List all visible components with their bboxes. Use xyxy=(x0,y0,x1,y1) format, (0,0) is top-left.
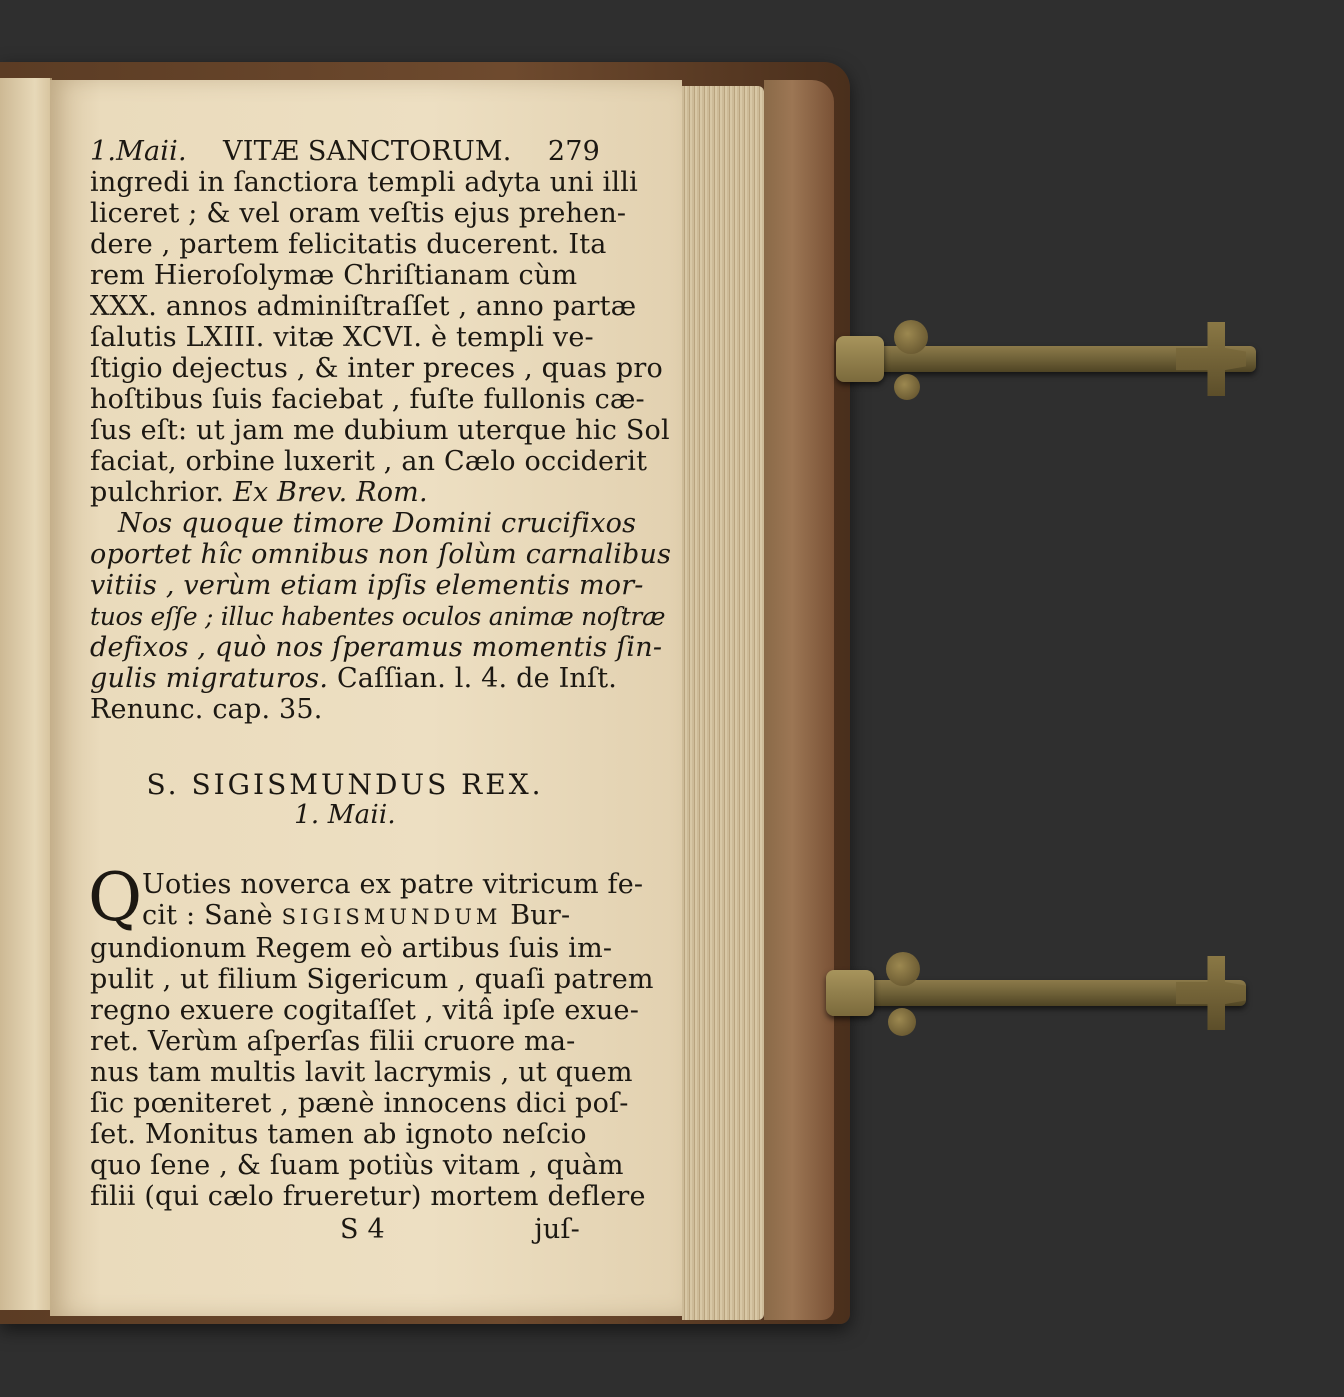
text-line: ſet. Monitus tamen ab ignoto neſcio xyxy=(90,1119,587,1150)
clasp-knob xyxy=(894,320,928,354)
upper-clasp xyxy=(836,316,1276,406)
text-line: Nos quoque timore Domini crucifixos xyxy=(118,508,637,539)
page-text xyxy=(88,136,672,1245)
text-line: ſalutis LXIII. vitæ XCVI. è templi ve- xyxy=(90,322,594,353)
page-stack-edges xyxy=(682,86,764,1320)
text-fragment: cit : Sanè xyxy=(142,900,273,931)
text-line: Uoties noverca ex patre vitricum fe- xyxy=(142,869,644,900)
text-line: faciat, orbine luxerit , an Cælo occiderit xyxy=(90,446,648,477)
running-header xyxy=(90,136,600,167)
text-fragment: pulchrior. xyxy=(90,477,225,508)
dropcap-block xyxy=(88,859,644,936)
clasp-hinge xyxy=(836,336,884,382)
text-line: ſtigio dejectus , & inter preces , quas pro xyxy=(90,353,663,384)
header-date: 1.Maii. xyxy=(90,136,187,167)
text-line: rem Hieroſolymæ Chriſtianam cùm xyxy=(90,260,578,291)
source-citation: Caſſian. l. 4. de Inſt. xyxy=(336,663,618,694)
text-line: nus tam multis lavit lacrymis , ut quem xyxy=(90,1057,633,1088)
cover-edge xyxy=(764,80,834,1320)
clasp-knob xyxy=(894,374,920,400)
clasp-knob xyxy=(888,1008,916,1036)
text-line: regno exuere cogitaſſet , vitâ ipſe exue- xyxy=(90,995,640,1026)
paragraph-1 xyxy=(90,167,670,508)
text-line: defixos , quò nos ſperamus momentis ſin- xyxy=(90,632,663,663)
text-line: Renunc. cap. 35. xyxy=(90,694,323,725)
text-line: vitiis , verùm etiam ipſis elementis mor- xyxy=(90,570,644,601)
drop-capital: Q xyxy=(88,859,143,936)
paragraph-3 xyxy=(88,859,654,1212)
text-line: hoſtibus ſuis faciebat , fuſte fullonis cæ- xyxy=(90,384,645,415)
clasp-knob xyxy=(886,952,920,986)
signature-mark: S 4 xyxy=(340,1214,385,1245)
text-line: quo ſene , & ſuam potiùs vitam , quàm xyxy=(90,1150,624,1181)
small-caps-name: SIGISMUNDUM xyxy=(281,905,502,929)
lower-clasp xyxy=(826,944,1276,1044)
catchword: juſ- xyxy=(534,1214,580,1245)
text-line: XXX. annos adminiſtraſſet , anno partæ xyxy=(90,291,637,322)
text-fragment: gulis migraturos. xyxy=(90,663,329,694)
text-line: dere , partem felicitatis ducerent. Ita xyxy=(90,229,607,260)
text-line xyxy=(90,477,600,508)
clasp-tip xyxy=(1176,322,1246,396)
text-line: tuos eſſe ; illuc habentes oculos animæ noſtræ xyxy=(90,602,666,631)
text-line xyxy=(90,900,600,933)
text-line: oportet hîc omnibus non ſolùm carnalibus xyxy=(90,539,672,570)
text-line: filii (qui cælo frueretur) mortem deflere xyxy=(90,1181,646,1212)
text-line: pulit , ut filium Sigericum , quaſi patrem xyxy=(90,964,654,995)
page-footer xyxy=(90,1214,600,1245)
clasp-hinge xyxy=(826,970,874,1016)
source-citation: Ex Brev. Rom. xyxy=(232,477,428,508)
section-title: S. SIGISMUNDUS REX. xyxy=(146,768,544,801)
left-page-edge xyxy=(0,78,52,1310)
text-line: ret. Verùm aſperſas filii cruore ma- xyxy=(90,1026,576,1057)
text-line: ſic pœniteret , pænè innocens dici poſ- xyxy=(90,1088,629,1119)
text-line: gundionum Regem eò artibus ſuis im- xyxy=(90,933,613,964)
text-line: ingredi in ſanctiora templi adyta uni illi xyxy=(90,167,638,198)
page-number: 279 xyxy=(547,136,600,167)
text-line: liceret ; & vel oram veſtis ejus prehen- xyxy=(90,198,627,229)
paragraph-2 xyxy=(90,508,672,663)
running-title: VITÆ SANCTORUM. xyxy=(223,136,512,167)
clasp-tip xyxy=(1176,956,1246,1030)
text-fragment: Bur- xyxy=(510,900,571,931)
text-line xyxy=(90,663,618,694)
text-line: ſus eſt: ut jam me dubium uterque hic Sol xyxy=(90,415,670,446)
section-date: 1. Maii. xyxy=(294,800,396,830)
